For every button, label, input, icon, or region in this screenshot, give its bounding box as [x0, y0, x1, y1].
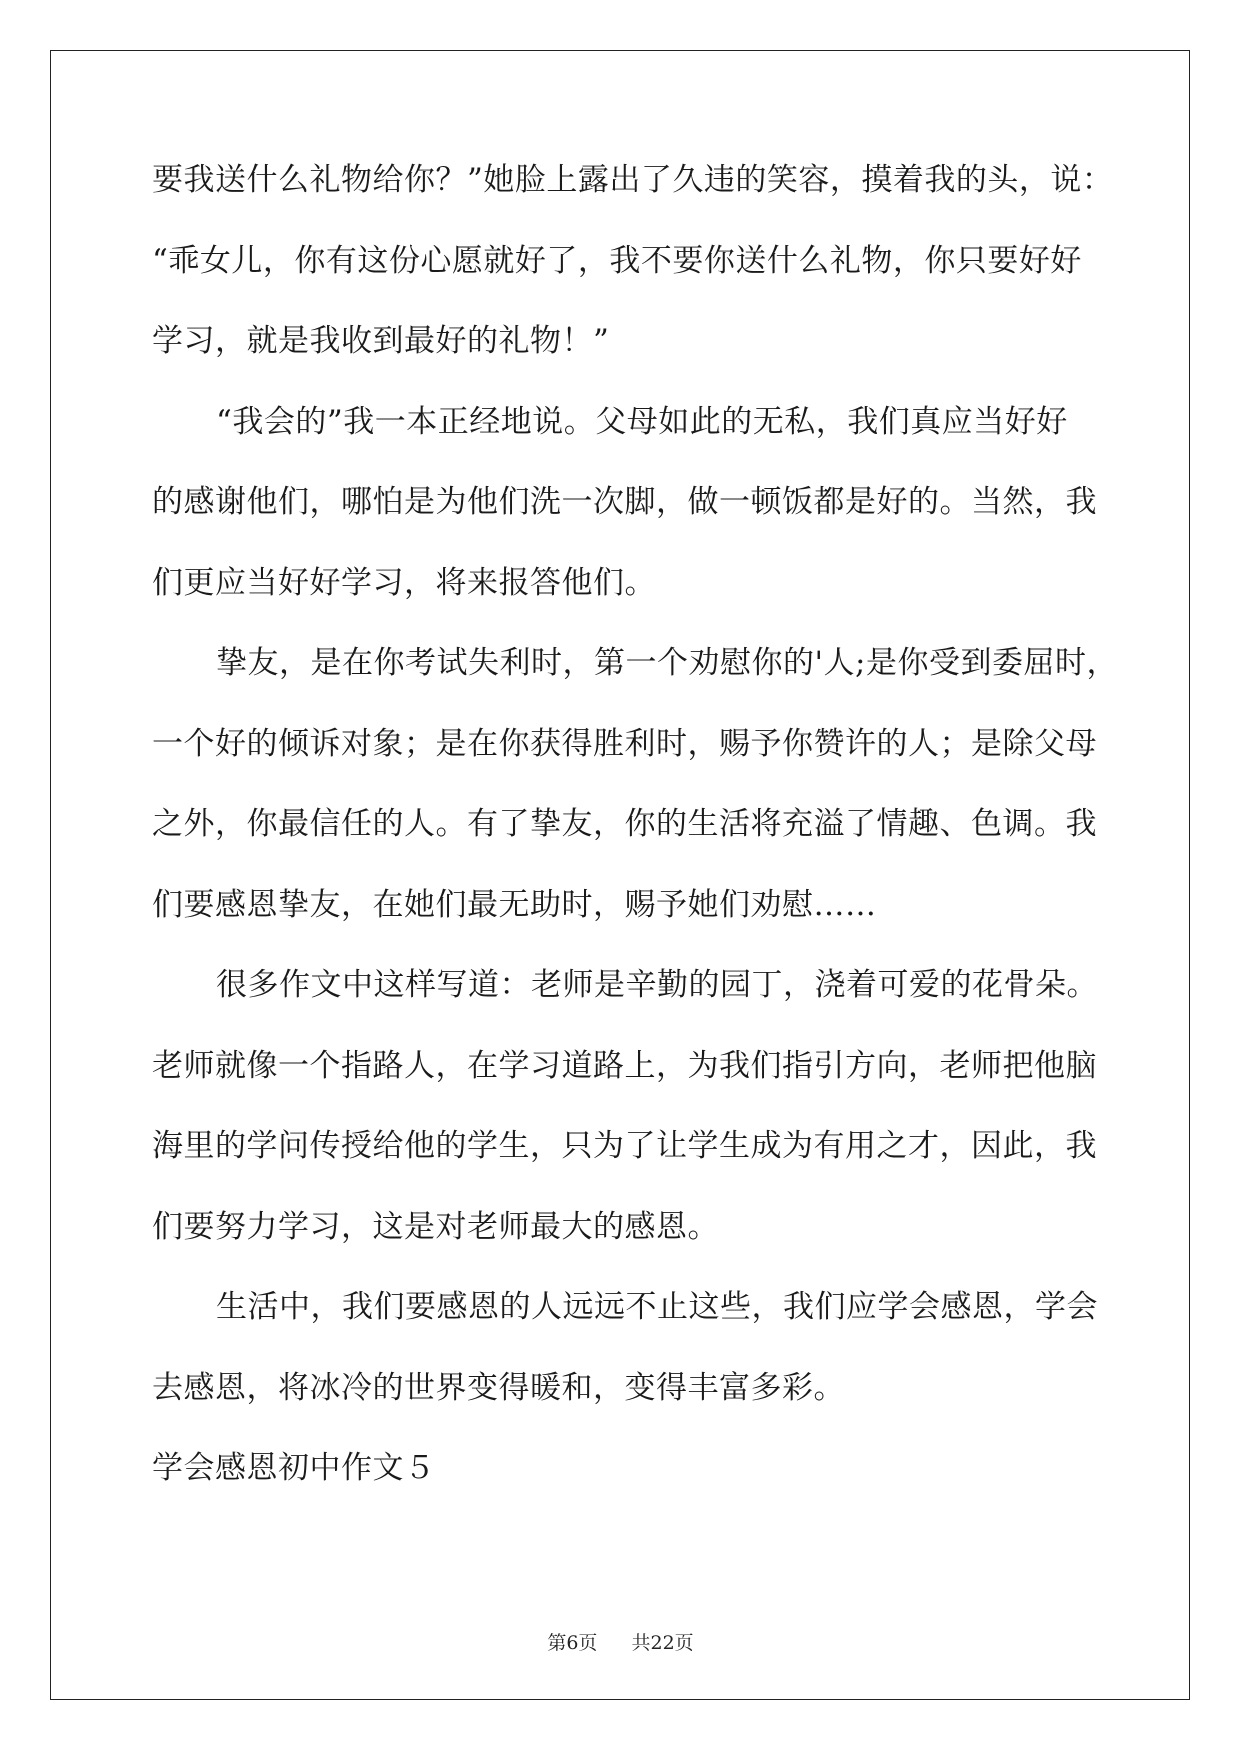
page-footer — [0, 1628, 1241, 1655]
text-line: 很多作文中这样写道：老师是辛勤的园丁，浇着可爱的花骨朵。 — [216, 967, 1098, 1003]
text-line: 海里的学问传授给他的学生，只为了让学生成为有用之才，因此，我 — [152, 1128, 1097, 1164]
text-line: 之外，你最信任的人。有了挚友，你的生活将充溢了情趣、色调。我 — [152, 806, 1097, 842]
section-heading: 学会感恩初中作文５ — [152, 1450, 436, 1486]
page-number: 第6页 — [547, 1632, 598, 1654]
document-body — [152, 160, 1118, 1529]
text-line: 的感谢他们，哪怕是为他们洗一次脚，做一顿饭都是好的。当然，我 — [152, 484, 1097, 520]
text-line: 生活中，我们要感恩的人远远不止这些，我们应学会感恩，学会 — [216, 1289, 1098, 1325]
text-line: “我会的”我一本正经地说。父母如此的无私，我们真应当好好 — [216, 403, 1068, 440]
text-line: 一个好的倾诉对象；是在你获得胜利时，赐予你赞许的人；是除父母 — [152, 725, 1097, 762]
text-line: 们更应当好好学习，将来报答他们。 — [152, 564, 656, 601]
text-line: 老师就像一个指路人，在学习道路上，为我们指引方向，老师把他脑 — [152, 1047, 1097, 1084]
text-line: 去感恩，将冰冷的世界变得暖和，变得丰富多彩。 — [152, 1369, 845, 1406]
text-line: 学习，就是我收到最好的礼物！” — [152, 323, 610, 359]
text-line: 们要感恩挚友，在她们最无助时，赐予她们劝慰…… — [152, 886, 877, 923]
text-line: 挚友，是在你考试失利时，第一个劝慰你的'人;是你受到委屈时， — [216, 645, 1118, 681]
text-line: 们要努力学习，这是对老师最大的感恩。 — [152, 1208, 719, 1245]
page-total: 共22页 — [631, 1632, 694, 1654]
text-line: 要我送什么礼物给你？”她脸上露出了久违的笑容，摸着我的头，说： — [152, 162, 1114, 198]
text-line: “乖女儿，你有这份心愿就好了，我不要你送什么礼物，你只要好好 — [152, 242, 1082, 279]
